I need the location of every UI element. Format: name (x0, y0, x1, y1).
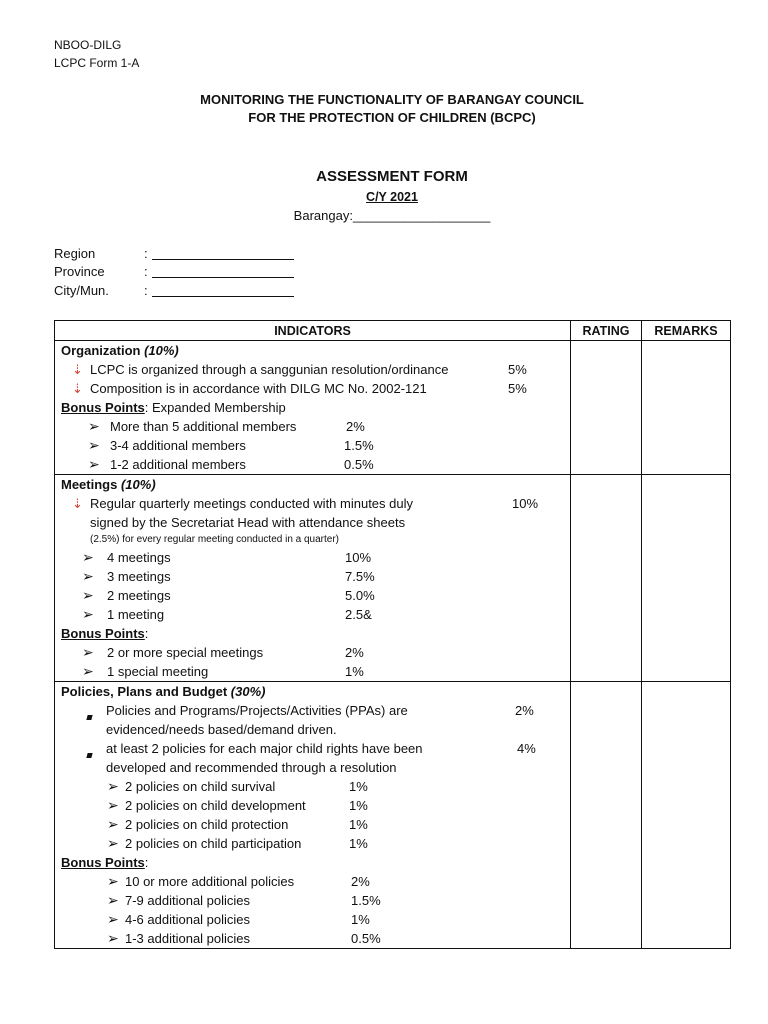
calendar-year (0, 190, 768, 204)
arrowhead-bullet-icon: ➢ (82, 644, 94, 660)
region-blank-line (152, 259, 294, 260)
arrowhead-bullet-icon: ➢ (107, 930, 119, 946)
down-arrow-bullet-icon: ⇣ (72, 496, 83, 511)
arrowhead-bullet-icon: ➢ (88, 456, 100, 472)
policies-rating-cell[interactable] (571, 682, 642, 949)
list-item: ➢ 3-4 additional members 1.5% (88, 437, 374, 453)
list-item-continuation: signed by the Secretariat Head with attendance sheets (90, 515, 406, 530)
list-item: ⇣ Composition is in accordance with DILG MC No. 2002-121 5% (72, 381, 527, 396)
rating-header: RATING (571, 321, 642, 341)
bonus-points-heading: Bonus Points: (61, 855, 149, 870)
arrowhead-bullet-icon: ➢ (82, 549, 94, 565)
arrowhead-bullet-icon: ➢ (82, 587, 94, 603)
list-item: ⇣ Regular quarterly meetings conducted with minutes duly 10% (72, 496, 539, 511)
list-item-continuation: developed and recommended through a resolution (106, 760, 397, 775)
remarks-header: REMARKS (642, 321, 731, 341)
document-title-line1: MONITORING THE FUNCTIONALITY OF BARANGAY COUNCIL (200, 92, 584, 107)
city-mun-blank-line (152, 296, 294, 297)
list-item: ➢ 10 or more additional policies 2% (107, 873, 370, 889)
meetings-remarks-cell[interactable] (642, 475, 731, 682)
list-item: at least 2 policies for each major child rights have been 4% (55, 739, 570, 758)
province-colon: : (144, 264, 148, 279)
organization-row (55, 341, 731, 475)
bonus-points-heading: Bonus Points: (61, 626, 149, 641)
region-colon: : (144, 246, 148, 261)
arrowhead-bullet-icon: ➢ (107, 911, 119, 927)
agency-code: NBOO-DILG (54, 38, 122, 52)
arrowhead-bullet-icon: ➢ (107, 778, 119, 794)
organization-remarks-cell[interactable] (642, 341, 731, 475)
list-item: ➢ 2 policies on child participation 1% (107, 835, 368, 851)
list-item: ➢ 1-3 additional policies 0.5% (107, 930, 381, 946)
organization-heading: Organization (10%) (61, 343, 179, 358)
barangay-field: Barangay:___________________ (293, 208, 491, 223)
list-item: ➢ 2 policies on child survival 1% (107, 778, 368, 794)
region-label: Region (54, 246, 96, 261)
arrowhead-bullet-icon: ➢ (107, 873, 119, 889)
city-mun-colon: : (144, 283, 148, 298)
list-item: ➢ 3 meetings 7.5% (82, 568, 375, 584)
meetings-heading: Meetings (10%) (61, 477, 156, 492)
province-label: Province (54, 264, 105, 279)
list-item: ➢ 4-6 additional policies 1% (107, 911, 370, 927)
bonus-points-heading: Bonus Points: Expanded Membership (61, 400, 286, 415)
down-arrow-bullet-icon: ⇣ (72, 381, 83, 396)
arrowhead-bullet-icon: ➢ (82, 663, 94, 679)
province-blank-line (152, 277, 294, 278)
list-item: ➢ 7-9 additional policies 1.5% (107, 892, 381, 908)
meetings-rating-cell[interactable] (571, 475, 642, 682)
policies-indicators-cell (55, 682, 571, 949)
arrowhead-bullet-icon: ➢ (107, 892, 119, 908)
city-mun-label: City/Mun. (54, 283, 109, 298)
list-item: ➢ 4 meetings 10% (82, 549, 372, 565)
calendar-year-text: C/Y 2021 (366, 190, 418, 204)
policies-heading: Policies, Plans and Budget (30%) (61, 684, 266, 699)
list-item-continuation: evidenced/needs based/demand driven. (106, 722, 337, 737)
list-item: ➢ 2 meetings 5.0% (82, 587, 375, 603)
meetings-row (55, 475, 731, 682)
arrowhead-bullet-icon: ➢ (107, 816, 119, 832)
list-item: ➢ More than 5 additional members 2% (88, 418, 365, 434)
organization-rating-cell[interactable] (571, 341, 642, 475)
policies-row (55, 682, 731, 949)
arrowhead-bullet-icon: ➢ (88, 418, 100, 434)
list-item-note: (2.5%) for every regular meeting conducted in a quarter) (90, 534, 340, 545)
list-item: Policies and Programs/Projects/Activities (PPAs) are 2% (55, 701, 570, 720)
list-item: ➢ 2 policies on child development 1% (107, 797, 368, 813)
list-item: ➢ 2 policies on child protection 1% (107, 816, 368, 832)
list-item: ➢ 1 meeting 2.5& (82, 606, 372, 622)
arrowhead-bullet-icon: ➢ (107, 835, 119, 851)
arrowhead-bullet-icon: ➢ (107, 797, 119, 813)
form-number: LCPC Form 1-A (54, 56, 140, 70)
list-item: ➢ 1-2 additional members 0.5% (88, 456, 374, 472)
organization-indicators-cell (55, 341, 571, 475)
arrowhead-bullet-icon: ➢ (82, 568, 94, 584)
meetings-indicators-cell (55, 475, 571, 682)
policies-remarks-cell[interactable] (642, 682, 731, 949)
table-header-row (55, 321, 731, 341)
list-item: ⇣ LCPC is organized through a sanggunian resolution/ordinance 5% (72, 362, 527, 377)
down-arrow-bullet-icon: ⇣ (72, 362, 83, 377)
list-item: ➢ 1 special meeting 1% (82, 663, 364, 679)
form-title: ASSESSMENT FORM (316, 168, 468, 185)
list-item: ➢ 2 or more special meetings 2% (82, 644, 364, 660)
arrowhead-bullet-icon: ➢ (88, 437, 100, 453)
arrowhead-bullet-icon: ➢ (82, 606, 94, 622)
indicators-table (54, 320, 731, 949)
document-title-line2: FOR THE PROTECTION OF CHILDREN (BCPC) (248, 110, 536, 125)
indicators-header: INDICATORS (55, 321, 571, 341)
